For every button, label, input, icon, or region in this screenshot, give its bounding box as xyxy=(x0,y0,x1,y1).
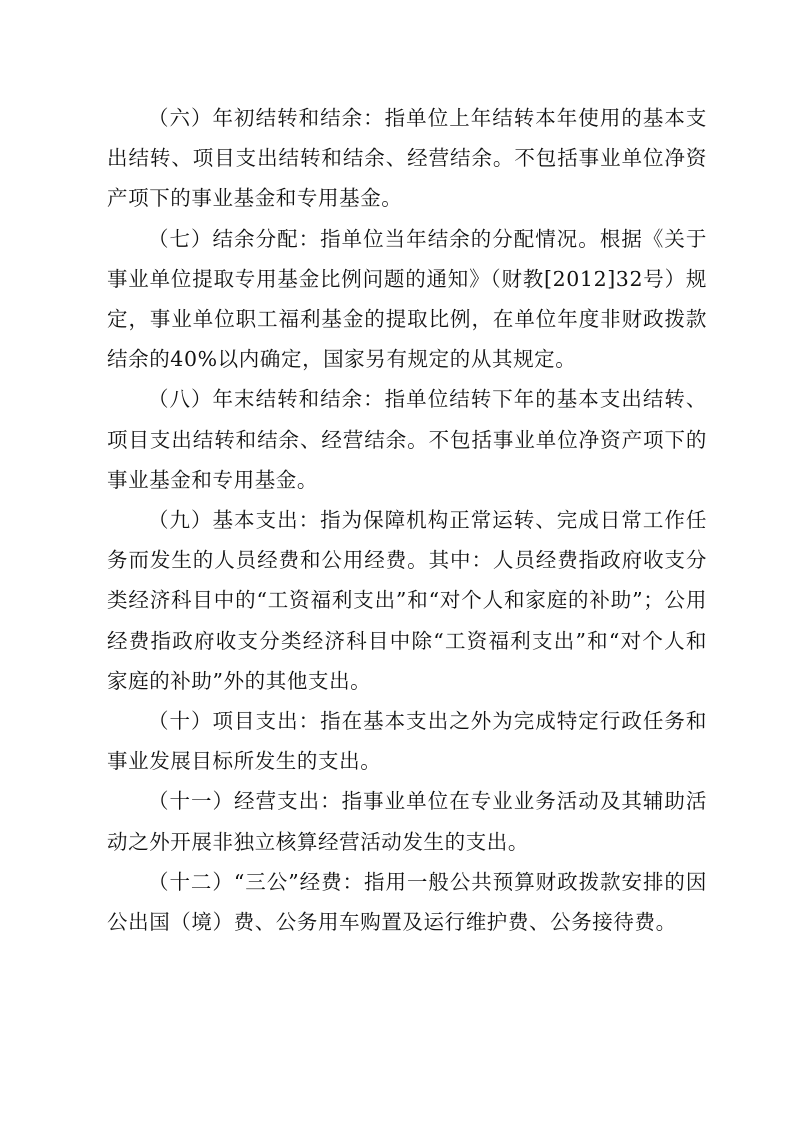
paragraph-6-carryover-begin: （六）年初结转和结余：指单位上年结转本年使用的基本支出结转、项目支出结转和结余、经营结余。不包括事业单位净资产项下的事业基金和专用基金。 xyxy=(107,106,707,211)
document-body xyxy=(107,98,707,942)
paragraph-10-project-expenditure: （十）项目支出：指在基本支出之外为完成特定行政任务和事业发展目标所发生的支出。 xyxy=(107,709,707,774)
paragraph-8-carryover-end: （八）年末结转和结余：指单位结转下年的基本支出结转、项目支出结转和结余、经营结余。不包括事业单位净资产项下的事业基金和专用基金。 xyxy=(107,387,707,492)
paragraph-7-surplus-distribution: （七）结余分配：指单位当年结余的分配情况。根据《关于事业单位提取专用基金比例问题的通知》（财教[2012]32号）规定，事业单位职工福利基金的提取比例，在单位年度非财政拨款结余的40%以内确定，国家另有规定的从其规定。 xyxy=(107,226,707,372)
paragraph-9-basic-expenditure: （九）基本支出：指为保障机构正常运转、完成日常工作任务而发生的人员经费和公用经费。其中：人员经费指政府收支分类经济科目中的“工资福利支出”和“对个人和家庭的补助”；公用经费指政府收支分类经济科目中除“工资福利支出”和“对个人和家庭的补助”外的其他支出。 xyxy=(107,508,707,693)
paragraph-11-operating-expenditure: （十一）经营支出：指事业单位在专业业务活动及其辅助活动之外开展非独立核算经营活动发生的支出。 xyxy=(107,789,707,854)
paragraph-12-three-public-expenses: （十二）“三公”经费：指用一般公共预算财政拨款安排的因公出国（境）费、公务用车购置及运行维护费、公务接待费。 xyxy=(107,869,707,935)
